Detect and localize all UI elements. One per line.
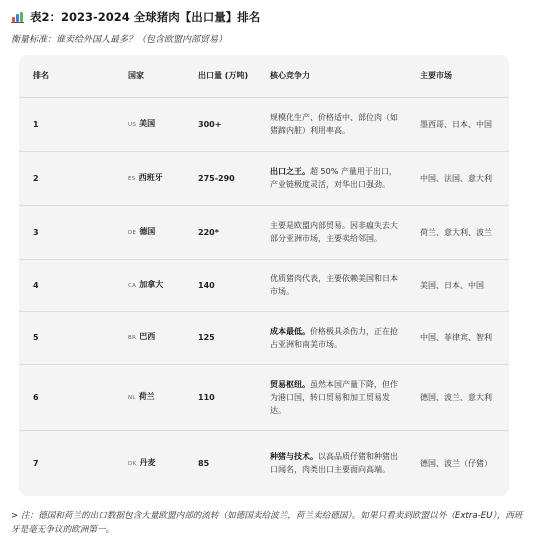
rank-cell: 1	[19, 97, 114, 151]
competitiveness-cell	[256, 430, 408, 496]
country-name: 丹麦	[139, 457, 156, 467]
rank-cell: 3	[19, 205, 114, 259]
rank-cell: 6	[19, 364, 114, 430]
competitiveness-text: 主要是欧盟内部贸易。因非瘟失去大部分亚洲市场，主要卖给邻国。	[270, 221, 398, 243]
competitiveness-cell	[256, 364, 408, 430]
competitiveness-text: 虽然本国产量下降，但作为港口国，转口贸易和加工贸易发达。	[270, 379, 398, 415]
country-cell	[128, 227, 155, 236]
ranking-table-card	[19, 55, 509, 496]
output-cell: 85	[198, 458, 210, 468]
output-cell: 125	[186, 311, 256, 364]
country-cell	[128, 119, 155, 128]
competitiveness-highlight: 出口之王。	[270, 167, 310, 176]
markets-cell: 德国、波兰（仔猪）	[420, 458, 492, 468]
country-name: 西班牙	[138, 172, 163, 182]
country-cell	[128, 458, 155, 467]
page-subtitle: 衡量标准：谁卖给外国人最多？（包含欧盟内部贸易）	[11, 35, 228, 45]
competitiveness-text: 价格极具杀伤力，正在抢占亚洲和南美市场。	[270, 326, 398, 349]
rank-cell: 5	[19, 311, 114, 364]
ranking-table	[19, 55, 509, 496]
country-name: 巴西	[139, 332, 156, 341]
footnote: > 注：德国和荷兰的出口数据包含大量欧盟内部的流转（如德国卖给波兰，荷兰卖给德国）。如果只看卖到欧盟以外（Extra-EU），西班牙是毫无争议的欧洲第一。	[11, 511, 523, 535]
column-header-country: 国家	[114, 55, 186, 97]
column-header-output: 出口量 (万吨)	[186, 55, 256, 97]
competitiveness-cell	[256, 205, 408, 259]
column-header-competitiveness: 核心竞争力	[256, 55, 408, 97]
competitiveness-text: 规模化生产、价格适中、部位肉（如猪蹄内脏）利用率高。	[270, 113, 398, 135]
output-cell: 110	[186, 364, 256, 430]
markets-cell: 荷兰、意大利、波兰	[408, 205, 509, 259]
country-cell	[128, 280, 163, 289]
competitiveness-cell	[256, 97, 408, 151]
table-row	[19, 311, 509, 364]
country-code: CA	[128, 282, 137, 289]
rank-cell: 7	[33, 458, 39, 468]
country-name: 德国	[139, 226, 156, 236]
competitiveness-highlight: 种猪与技术。	[270, 452, 318, 462]
country-name: 加拿大	[139, 279, 164, 289]
table-row	[19, 97, 509, 151]
competitiveness-highlight: 贸易枢纽。	[270, 379, 310, 389]
country-code: US	[128, 121, 137, 128]
country-code: DE	[128, 229, 137, 236]
rank-cell: 2	[19, 151, 114, 205]
markets-cell: 中国、法国、意大利	[408, 151, 509, 205]
country-cell	[128, 392, 155, 401]
rank-cell: 4	[19, 259, 114, 311]
competitiveness-cell	[256, 151, 408, 205]
country-code: BR	[128, 335, 137, 341]
output-cell: 275-290	[186, 151, 256, 205]
country-code: DK	[128, 460, 137, 467]
table-row	[19, 430, 509, 496]
page-title: 表2：2023-2024 全球猪肉【出口量】排名	[30, 10, 261, 24]
column-header-rank: 排名	[19, 55, 114, 97]
table-row	[19, 259, 509, 311]
markets-cell: 德国、波兰、意大利	[408, 364, 509, 430]
table-body	[19, 97, 509, 496]
bar-chart-icon	[11, 11, 24, 23]
title-row	[11, 9, 260, 25]
country-name: 荷兰	[138, 391, 155, 401]
markets-cell: 墨西哥、日本、中国	[408, 97, 509, 151]
table-row	[19, 364, 509, 430]
markets-cell: 中国、菲律宾、智利	[408, 311, 509, 364]
table-header-row	[19, 55, 509, 97]
competitiveness-cell	[256, 259, 408, 311]
competitiveness-text: 以高品质仔猪和种猪出口闻名，肉类出口主要面向高端。	[270, 452, 398, 475]
output-cell: 220*	[186, 205, 256, 259]
competitiveness-highlight: 成本最低。	[270, 326, 310, 336]
output-cell: 300+	[186, 97, 256, 151]
table-row	[19, 205, 509, 259]
markets-cell: 美国、日本、中国	[408, 259, 509, 311]
competitiveness-cell	[256, 311, 408, 364]
table-row	[19, 151, 509, 205]
competitiveness-text: 优质猪肉代表，主要依赖美国和日本市场。	[270, 274, 398, 296]
output-cell: 140	[186, 259, 256, 311]
country-code: NL	[128, 394, 136, 401]
country-code: ES	[128, 175, 136, 182]
column-header-markets: 主要市场	[408, 55, 509, 97]
country-cell	[128, 173, 163, 182]
competitiveness-text: 超 50% 产量用于出口，产业链极度灵活，对华出口强劲。	[270, 167, 397, 189]
country-cell	[128, 332, 155, 341]
country-name: 美国	[139, 118, 156, 128]
